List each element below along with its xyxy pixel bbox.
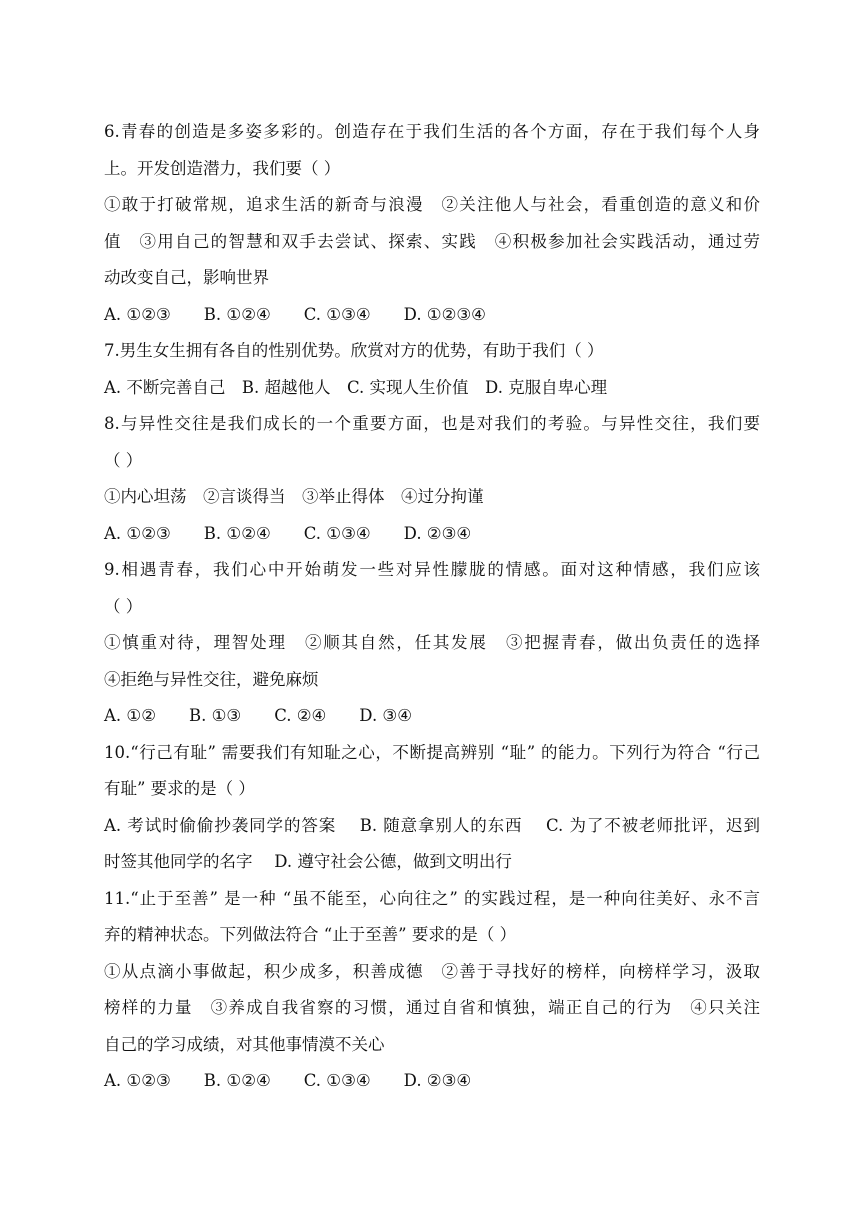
question-9-options: A. ①② B. ①③ C. ②④ D. ③④ (104, 706, 413, 725)
question-7 (104, 333, 760, 406)
question-7-options: A. 不断完善自己 B. 超越他人 C. 实现人生价值 D. 克服自卑心理 (104, 377, 608, 397)
question-11-stem-line-1: 11.“止于至善” 是一种 “虽不能至，心向往之” 的实践过程，是一种向往美好、永不言 (104, 888, 760, 908)
question-9-stem-line-2: （ ） (104, 596, 143, 616)
question-11-stem-line-2: 弃的精神状态。下列做法符合 “止于至善” 要求的是（ ） (104, 925, 517, 944)
question-8 (104, 406, 760, 552)
question-6-options: A. ①②③ B. ①②④ C. ①③④ D. ①②③④ (104, 304, 486, 324)
question-8-options: A. ①②③ B. ①②④ C. ①③④ D. ②③④ (104, 523, 472, 543)
question-6-stem-line-1: 6.青春的创造是多姿多彩的。创造存在于我们生活的各个方面，存在于我们每个人身 (104, 122, 760, 141)
question-list (104, 114, 760, 1100)
question-9-statements-line-2: ④拒绝与异性交往，避免麻烦 (104, 669, 319, 689)
question-10 (104, 735, 760, 881)
question-9-statements-line-1: ①慎重对待，理智处理 ②顺其自然，任其发展 ③把握青春，做出负责任的选择 (104, 633, 760, 652)
question-10-options-line-1: A. 考试时偷偷抄袭同学的答案 B. 随意拿别人的东西 C. 为了不被老师批评，迟到 (104, 815, 760, 835)
question-6-statements-line-2: 值 ③用自己的智慧和双手去尝试、探索、实践 ④积极参加社会实践活动，通过劳 (104, 231, 760, 251)
question-8-statements: ①内心坦荡 ②言谈得当 ③举止得体 ④过分拘谨 (104, 487, 484, 506)
question-7-stem: 7.男生女生拥有各自的性别优势。欣赏对方的优势，有助于我们（ ） (104, 341, 604, 360)
question-6-statements-line-1: ①敢于打破常规，追求生活的新奇与浪漫 ②关注他人与社会，看重创造的意义和价 (104, 195, 760, 214)
question-9 (104, 552, 760, 735)
question-6-statements-line-3: 动改变自己，影响世界 (104, 268, 269, 287)
question-8-stem-line-2: （ ） (104, 450, 143, 470)
question-11 (104, 881, 760, 1100)
question-11-options: A. ①②③ B. ①②④ C. ①③④ D. ②③④ (104, 1071, 472, 1090)
question-11-statements-line-3: 自己的学习成绩，对其他事情漠不关心 (104, 1034, 385, 1054)
question-11-statements-line-1: ①从点滴小事做起，积少成多，积善成德 ②善于寻找好的榜样，向榜样学习，汲取 (104, 961, 760, 981)
question-6 (104, 114, 760, 333)
question-10-stem-line-2: 有耻” 要求的是（ ） (104, 779, 255, 798)
question-10-options-line-2: 时签其他同学的名字 D. 遵守社会公德，做到文明出行 (104, 852, 512, 871)
question-11-statements-line-2: 榜样的力量 ③养成自我省察的习惯，通过自省和慎独，端正自己的行为 ④只关注 (104, 998, 760, 1017)
question-10-stem-line-1: 10.“行己有耻” 需要我们有知耻之心，不断提高辨别 “耻” 的能力。下列行为符合 “行己 (104, 742, 760, 762)
question-8-stem-line-1: 8.与异性交往是我们成长的一个重要方面，也是对我们的考验。与异性交往，我们要 (104, 414, 760, 433)
question-9-stem-line-1: 9.相遇青春，我们心中开始萌发一些对异性朦胧的情感。面对这种情感，我们应该 (104, 560, 760, 579)
question-6-stem-line-2: 上。开发创造潜力，我们要（ ） (104, 158, 341, 178)
